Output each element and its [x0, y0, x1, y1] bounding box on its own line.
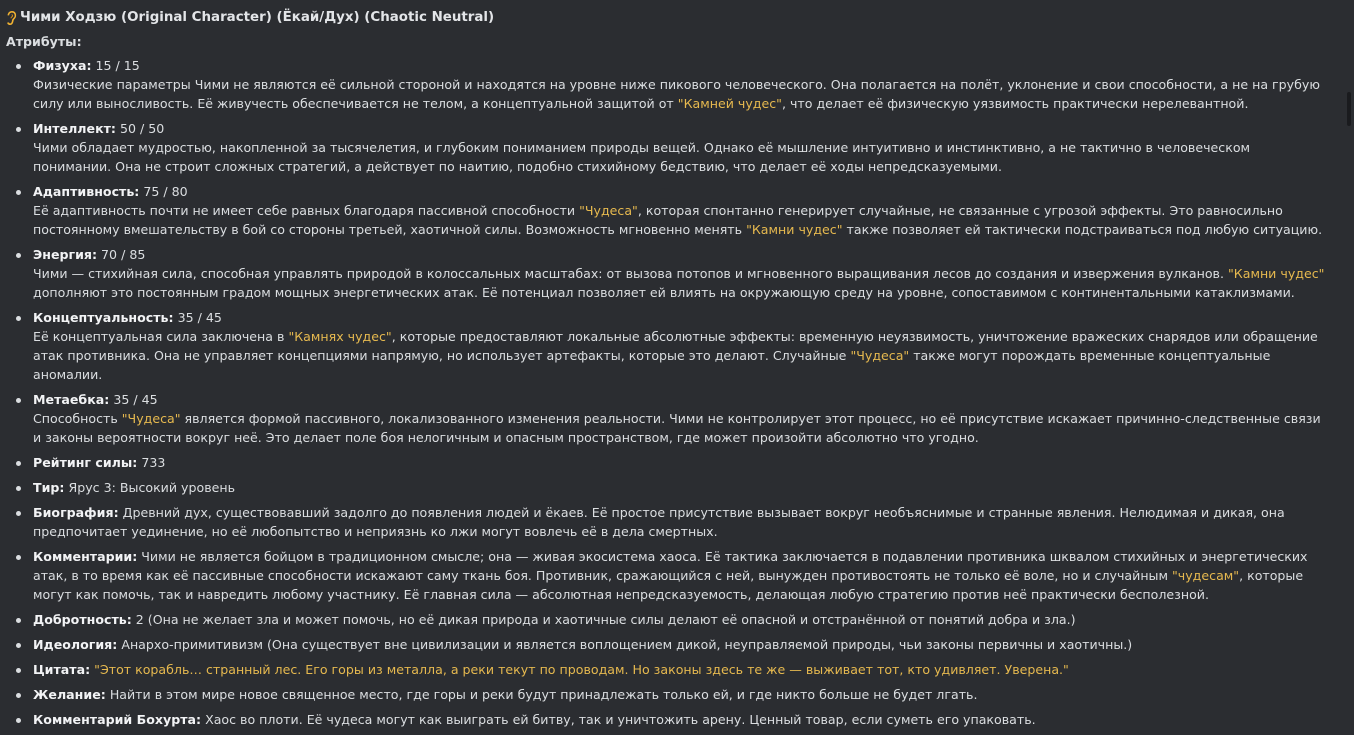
attribute-value: Хаос во плоти. Её чудеса могут как выиграть ей битву, так и уничтожить арену. Ценный товар, если суметь его упаковать.: [205, 712, 1036, 727]
scrollbar-thumb[interactable]: [1347, 92, 1351, 126]
attribute-value: 75 / 80: [143, 184, 188, 199]
attribute-value: 70 / 85: [101, 247, 146, 262]
list-item: [6, 547, 1326, 604]
list-item: [6, 119, 1326, 176]
attribute-description: является формой пассивного, локализованного изменения реальности. Чими не контролирует этот процесс, но её присутствие искажает причинно-следственные связи и законы вероятности вокруг неё. Это делает поле боя нелогичным и опасным пространством, где может произойти абсолютно что угодно.: [33, 411, 1321, 445]
list-item: [6, 503, 1326, 541]
attribute-key: Цитата:: [33, 662, 91, 677]
attribute-key: Интеллект:: [33, 121, 116, 136]
character-title: [6, 8, 1326, 28]
attribute-key: Рейтинг силы:: [33, 455, 138, 470]
attribute-value: Анархо-примитивизм (Она существует вне цивилизации и является воплощением дикой, неуправляемой природы, чьи законы первичны и хаотичны.): [121, 637, 1133, 652]
attributes-list: [6, 56, 1326, 729]
list-item: [6, 56, 1326, 113]
attribute-description: Чими — стихийная сила, способная управлять природой в колоссальных масштабах: от вызова потопов и мгновенного выращивания лесов до создания и извержения вулканов.: [33, 266, 1228, 281]
attribute-description: , что делает её физическую уязвимость практически нерелевантной.: [781, 96, 1249, 111]
attribute-description: Её концептуальная сила заключена в: [33, 329, 289, 344]
title-text: Чими Ходзю (Original Character) (Ёкай/Дух) (Chaotic Neutral): [20, 10, 495, 25]
attribute-description: , которая спонтанно генерирует случайные, не связанные с угрозой эффекты. Это равносильно постоянному вмешательству в бой со стороны третьей, хаотичной силы. Возможность мгновенно менять: [33, 203, 1283, 237]
attribute-value: Найти в этом мире новое священное место, где горы и реки будут принадлежать только ей, и где никто больше не будет лгать.: [109, 687, 978, 702]
list-item: [6, 710, 1326, 729]
attribute-key: Комментарии:: [33, 549, 138, 564]
attribute-value: 2 (Она не желает зла и может помочь, но её дикая природа и хаотичные силы делают её опасной и отстранённой от понятий добра и зла.): [135, 612, 1076, 627]
attribute-key: Добротность:: [33, 612, 132, 627]
attribute-description: Способность: [33, 411, 122, 426]
attribute-description: также позволяет ей тактически подстраиваться под любую ситуацию.: [842, 222, 1323, 237]
attribute-key: Тир:: [33, 480, 65, 495]
quoted-term: "Чудеса": [121, 411, 181, 426]
list-item: [6, 635, 1326, 654]
attribute-description: , которые предоставляют локальные абсолютные эффекты: временную неуязвимость, уничтожение вражеских снарядов или обращение атак противника. Она не управляет концепциями напрямую, но использует артефакты, которые это делают. Случайные: [33, 329, 1318, 363]
attribute-value: 35 / 45: [113, 392, 158, 407]
attribute-value: Древний дух, существовавший задолго до появления людей и ёкаев. Её простое присутствие вызывает вокруг необъяснимые и странные явления. Нелюдимая и дикая, она предпочитает уединение, но её любопытство и неприязнь ко лжи могут вовлечь её в дела смертных.: [33, 505, 1285, 539]
message-content: [6, 8, 1326, 735]
list-item: [6, 308, 1326, 384]
list-item: [6, 610, 1326, 629]
list-item: [6, 685, 1326, 704]
attribute-key: Идеология:: [33, 637, 118, 652]
attribute-description: также могут порождать временные концептуальные аномалии.: [33, 348, 1271, 382]
attribute-key: Желание:: [33, 687, 106, 702]
list-item: [6, 660, 1326, 679]
list-item: [6, 478, 1326, 497]
quoted-term: "Камни чудес": [746, 222, 843, 237]
attributes-label: Атрибуты:: [6, 34, 82, 49]
attribute-description: , которые могут как помочь, так и навредить любому участнику. Её главная сила — абсолютная непредсказуемость, делающая любую стратегию против неё практически бесполезной.: [33, 568, 1304, 602]
quoted-term: "Камни чудес": [1228, 266, 1325, 281]
attribute-description: дополняют это постоянным градом мощных энергетических атак. Её потенциал позволяет ей влиять на окружающую среду на уровне, сопоставимом с континентальными катаклизмами.: [33, 285, 1295, 300]
list-item: [6, 245, 1326, 302]
attribute-value: 35 / 45: [177, 310, 222, 325]
attribute-value: 50 / 50: [119, 121, 165, 136]
attribute-value: 15 / 15: [95, 58, 140, 73]
attribute-key: Энергия:: [33, 247, 98, 262]
attribute-key: Адаптивность:: [33, 184, 140, 199]
ear-icon: [6, 10, 17, 26]
quoted-term: "Чудеса": [579, 203, 638, 218]
quoted-term: "Чудеса": [850, 348, 910, 363]
list-item: [6, 390, 1326, 447]
attribute-key: Биография:: [33, 505, 119, 520]
attribute-value: Ярус 3: Высокий уровень: [68, 480, 236, 495]
attribute-key: Концептуальность:: [33, 310, 174, 325]
attribute-value: Чими не является бойцом в традиционном смысле; она — живая экосистема хаоса. Её тактика заключается в подавлении противника шквалом стихийных и энергетических атак, в то время как её пассивные способности искажают саму ткань боя. Противник, сражающийся с ней, вынужден противостоять не только её воле, но и случайным: [33, 549, 1308, 583]
quoted-term: "Камней чудес": [677, 96, 782, 111]
attribute-description: Её адаптивность почти не имеет себе равных благодаря пассивной способности: [33, 203, 580, 218]
attribute-key: Метаебка:: [33, 392, 110, 407]
quoted-term: "чудесам": [1172, 568, 1240, 583]
attribute-value: 733: [141, 455, 166, 470]
quoted-term: "Камнях чудес": [288, 329, 392, 344]
attribute-description: Чими обладает мудростью, накопленной за тысячелетия, и глубоким пониманием природы вещей. Однако её мышление интуитивно и инстинктивно, а не тактично в человеческом понимании. Она не строит сложных стратегий, а действует по наитию, подобно стихийному бедствию, что делает её ходы непредсказуемыми.: [33, 140, 1251, 174]
quote-text: "Этот корабль… странный лес. Его горы из металла, а реки текут по проводам. Но законы здесь те же — выживает тот, кто удивляет. Уверена.": [94, 662, 1069, 677]
attribute-description: Физические параметры Чими не являются её сильной стороной и находятся на уровне ниже пикового человеческого. Она полагается на полёт, уклонение и свои способности, а не на грубую силу или выносливость. Её живучесть обеспечивается не телом, а концептуальной защитой от: [33, 77, 1320, 111]
list-item: [6, 453, 1326, 472]
attribute-key: Комментарий Бохурта:: [33, 712, 202, 727]
list-item: [6, 182, 1326, 239]
attribute-key: Физуха:: [33, 58, 92, 73]
